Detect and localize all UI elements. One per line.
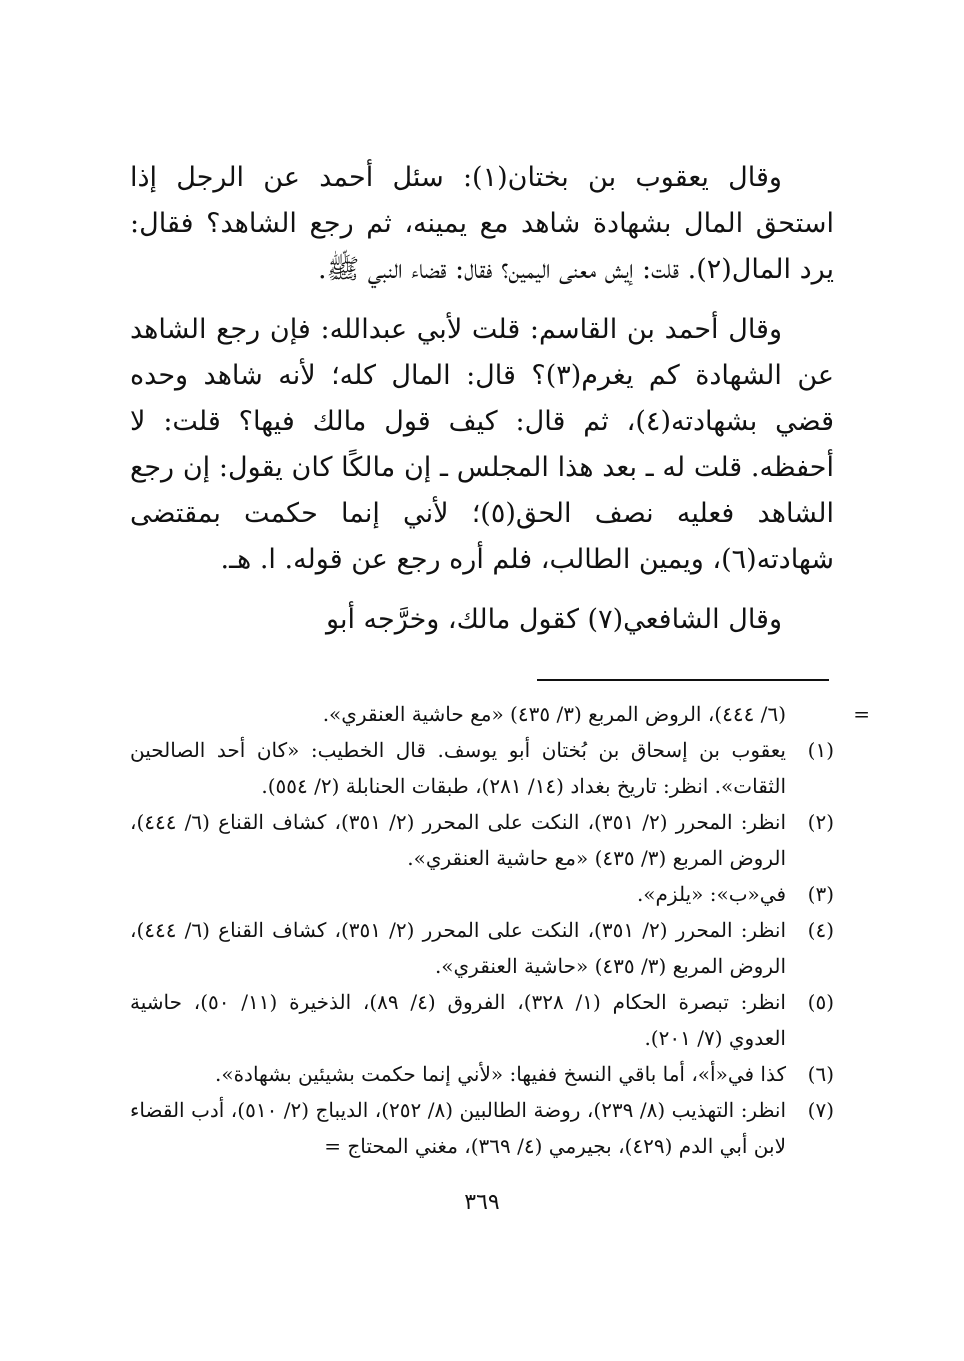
footnote-number: (١) [807,738,834,762]
footnote-text: انظر: التهذيب (٨/ ٢٣٩)، روضة الطالبين (٨/ ٢٥٢)، الديباج (٢/ ٥١٠)، أدب القضاء لابن أبي الدم (٤٢٩)، بجيرمي (٤/ ٣٦٩)، مغني المحتاج = [130,1098,786,1158]
paragraph-3-text: وقال الشافعي(٧) كقول مالك، وخرَّجه أبو [326,604,782,635]
footnote-4 [130,912,834,984]
footnote-1 [130,732,834,804]
paragraph-2-text: وقال أحمد بن القاسم: قلت لأبي عبدالله: فإن رجع الشاهد عن الشهادة كم يغرم(٣)؟ قال: المال كله؛ لأنه شاهد وحده قضي بشهادته(٤)، ثم قال: كيف قول مالك فيها؟ قلت: لا أحفظه. قلت له ـ بعد هذا المجلس ـ إن مالكًا كان يقول: إن رجع الشاهد فعليه نصف الحق(٥)؛ لأني إنما حكمت بمقتضى شهادته(٦)، ويمين الطالب، فلم أره رجع عن قوله. ا. هـ. [130,314,834,575]
footnote-text: (٦/ ٤٤٤)، الروض المربع (٣/ ٤٣٥) «مع حاشية العنقري». [322,702,786,726]
footnote-number: (٢) [807,810,834,834]
paragraph-2 [130,307,834,583]
footnotes [130,696,870,1164]
footnote-number: (٧) [807,1098,834,1122]
footnote-text: انظر: المحرر (٢/ ٣٥١)، النكت على المحرر (٢/ ٣٥١)، كشاف القناع (٦/ ٤٤٤)، الروض المربع (٣/ ٤٣٥) «مع حاشية العنقري». [130,810,786,870]
paragraph-3 [130,597,834,643]
page-number: ٣٦٩ [464,1190,500,1215]
footnote-text: كذا في«أ»، أما باقي النسخ ففيها: «لأني إنما حكمت بشيئين بشهادة». [214,1062,786,1086]
footnote-number: (٥) [807,990,834,1014]
footnote-number: (٣) [807,882,834,906]
footnote-number: (٦) [807,1062,834,1086]
footnote-continued [130,696,870,732]
footnote-text: انظر: المحرر (٢/ ٣٥١)، النكت على المحرر (٢/ ٣٥١)، كشاف القناع (٦/ ٤٤٤)، الروض المربع (٣/ ٤٣٥) «حاشية العنقري». [130,918,786,978]
footnote-text: انظر: تبصرة الحكام (١/ ٣٢٨)، الفروق (٤/ ٨٩)، الذخيرة (١١/ ٥٠)، حاشية العدوي (٧/ ٢٠١). [130,990,786,1050]
footnote-number: (٤) [807,918,834,942]
footnote-2 [130,804,834,876]
footnote-text: في«ب»: «يلزم». [636,882,786,906]
continuation-mark: = [853,702,870,726]
paragraph-1 [130,155,834,293]
paragraph-1-text: وقال يعقوب بن بختان(١): سئل أحمد عن الرجل إذا استحق المال بشهادة شاهد مع يمينه، ثم رجع الشاهد؟ فقال: يرد المال(٢). قلت: إيش معنى اليمين؟ فقال: قضاء النبي ﷺ. [130,162,834,285]
footnote-7 [130,1092,834,1164]
footnote-5 [130,984,834,1056]
main-text [130,155,834,657]
footnote-6 [130,1056,834,1092]
footnote-separator [537,679,829,681]
footnote-3 [130,876,834,912]
footnote-text: يعقوب بن إسحاق بن بُختان أبو يوسف. قال الخطيب: «كان أحد الصالحين الثقات». انظر: تاريخ بغداد (١٤/ ٢٨١)، طبقات الحنابلة (٢/ ٥٥٤). [130,738,786,798]
